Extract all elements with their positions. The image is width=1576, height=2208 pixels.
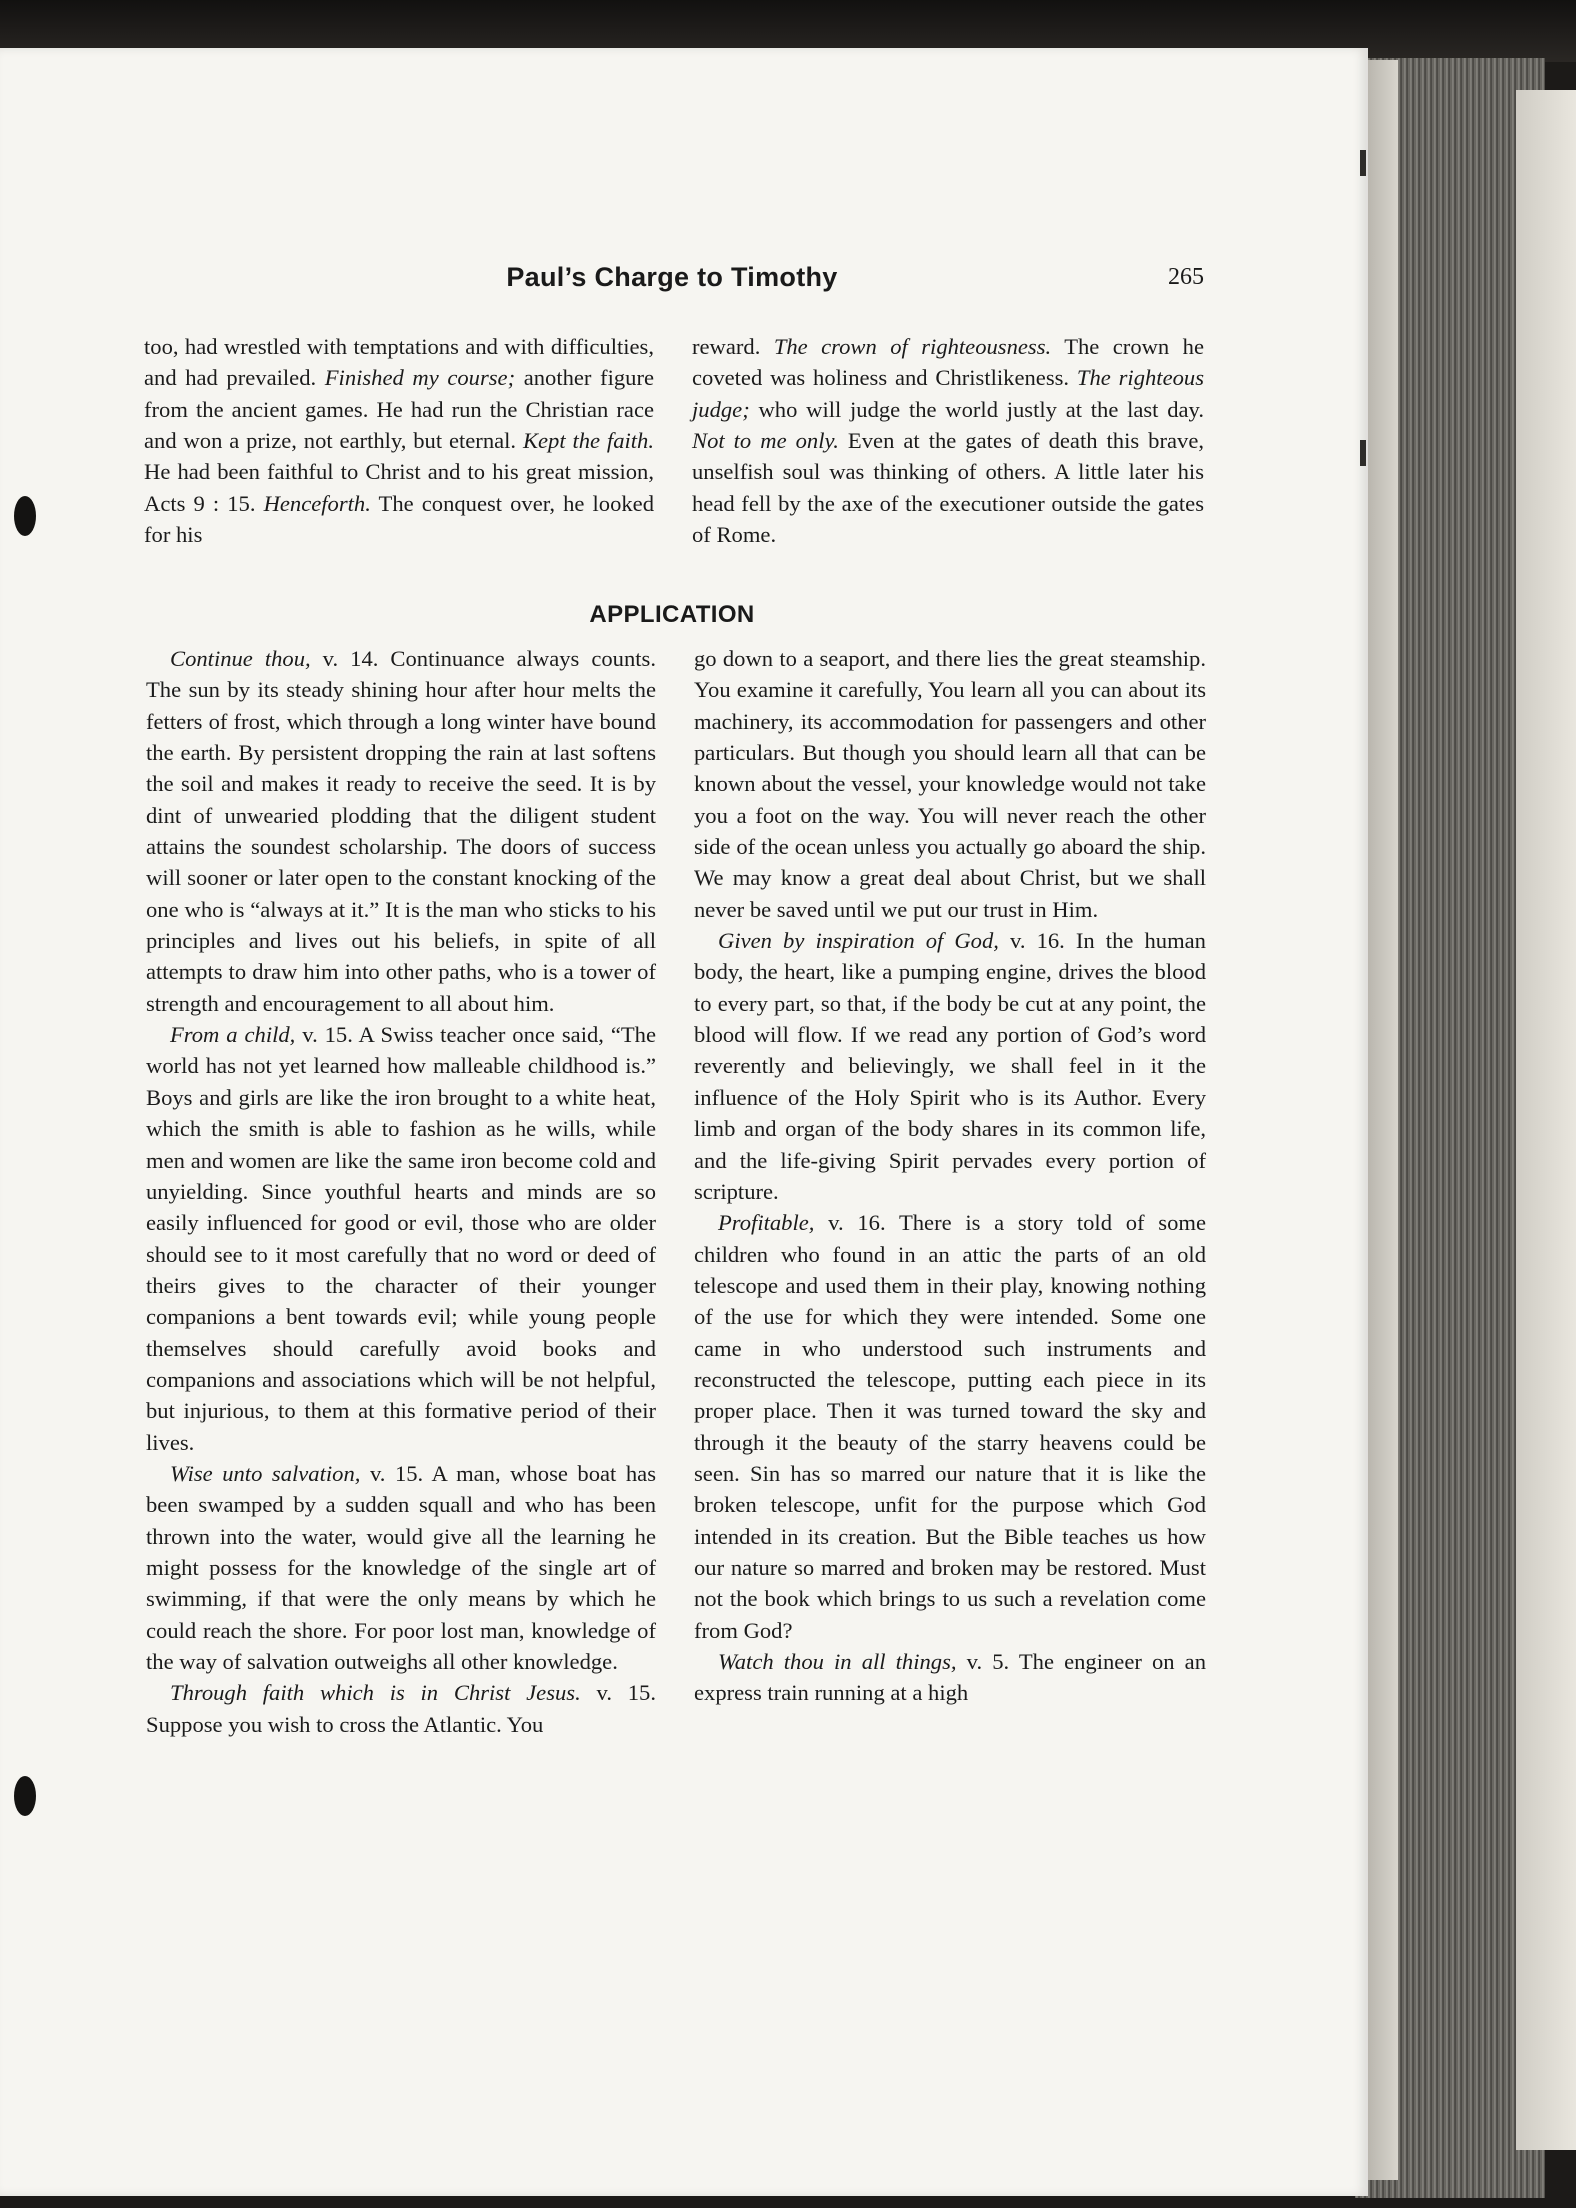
application-paragraph (146, 1677, 656, 1740)
reference-phrase: The crown of righteousness. (773, 334, 1052, 359)
commentary-column-left (144, 331, 654, 550)
reference-phrase: Henceforth. (263, 490, 371, 516)
text-run: The crown he coveted was holiness and Christlikeness. (692, 334, 1204, 391)
reference-phrase: Kept the faith. (522, 428, 654, 454)
paragraph-text: v. 14. Continuance always counts. The sun by its steady shining hour after hour melts the fetters of frost, which through a long winter have bound the earth. By persistent dropping the rain at last softens the soil and makes it ready to receive the seed. It is by dint of unwearied plodding that the diligent student attains the soundest scholarship. The doors of success will sooner or later open to the constant knocking of the one who is “always at it.” It is the man who sticks to his principles and lives out his beliefs, in spite of all attempts to draw him into other paths, who is a tower of strength and encouragement to all about him. (146, 646, 656, 1016)
reference-phrase: Profitable, (718, 1210, 815, 1236)
page-number: 265 (1168, 264, 1204, 290)
edge-mark (1360, 150, 1366, 176)
application-paragraph (694, 1207, 1206, 1646)
text-run: too, had wrestled with temptations and with difficulties, and had prevailed. (144, 334, 654, 391)
text-run: He had been faithful to Christ and to his great mission, Acts 9 : 15. (144, 459, 654, 516)
reference-phrase: Given by inspiration of God, (718, 928, 999, 954)
paragraph-text: v. 15. A man, whose boat has been swamped by a sudden squall and who has been thrown into the water, would give all the learning he might possess for the knowledge of the single art of swimming, if that were the only means by which he could reach the shore. For poor lost man, knowledge of the way of salvation outweighs all other knowledge. (146, 1460, 656, 1674)
application-paragraph (694, 643, 1206, 925)
binding-hole (14, 1776, 36, 1816)
application-paragraph (694, 925, 1206, 1207)
reference-phrase: Finished my course; (324, 365, 516, 391)
commentary-paragraph (144, 331, 654, 550)
page-title: Paul’s Charge to Timothy (506, 262, 838, 292)
application-column-right (694, 643, 1206, 1709)
running-head (140, 262, 1204, 302)
book-cover-edge (1516, 90, 1576, 2150)
commentary-paragraph (692, 331, 1204, 550)
application-paragraph (146, 1458, 656, 1677)
reference-phrase: Not to me only. (692, 428, 839, 454)
reference-phrase: Through faith which is in Christ Jesus. (170, 1680, 581, 1706)
text-run: reward. (692, 334, 774, 359)
reference-phrase: From a child, (170, 1022, 296, 1048)
book-edge-highlight (1368, 60, 1398, 2180)
edge-mark (1360, 440, 1366, 466)
binding-hole (14, 496, 36, 536)
reference-phrase: The righteous judge; (692, 365, 1204, 422)
reference-phrase: Watch thou in all things, (718, 1649, 957, 1674)
paragraph-text: v. 15. Suppose you wish to cross the Atlantic. You (146, 1680, 656, 1737)
paragraph-text: go down to a seaport, and there lies the great steamship. You examine it carefully, You learn all you can about its machinery, its accommodation for passengers and other particulars. But though you should learn all that can be known about the vessel, your knowledge would not take you a foot on the way. You will never reach the other side of the ocean unless you actually go aboard the ship. We may know a great deal about Christ, but we shall never be saved until we put our trust in Him. (694, 646, 1206, 922)
paragraph-text: v. 16. There is a story told of some children who found in an attic the parts of an old telescope and used them in their play, knowing nothing of the use for which they were intended. Some one came in who understood such instruments and reconstructed the telescope, putting each piece in its proper place. Then it was turned toward the sky and through it the beauty of the starry heavens could be seen. Sin has so marred our nature that it is like the broken telescope, unfit for the purpose which God intended in its creation. But the Bible teaches us how our nature so marred and broken may be restored. Must not the book which brings to us such a revelation come from God? (694, 1210, 1206, 1643)
text-run: Even at the gates of death this brave, unselfish soul was thinking of others. A little later his head fell by the axe of the executioner outside the gates of Rome. (692, 428, 1205, 548)
text-run: The conquest over, he looked for his (144, 490, 655, 548)
application-paragraph (146, 1019, 656, 1458)
application-paragraph (694, 1646, 1206, 1709)
section-heading: APPLICATION (589, 601, 755, 628)
text-run: another figure from the ancient games. He had run the Christian race and won a prize, not earthly, but eternal. (144, 365, 654, 454)
commentary-column-right (692, 331, 1204, 550)
paragraph-text: v. 16. In the human body, the heart, like a pumping engine, drives the blood to every part, so that, if the body be cut at any point, the blood will flow. If we read any portion of God’s word reverently and believingly, we shall feel in it the influence of the Holy Spirit who is its Author. Every limb and organ of the body shares in its common life, and the life-giving Spirit pervades every portion of scripture. (694, 928, 1206, 1204)
reference-phrase: Wise unto salvation, (170, 1460, 361, 1486)
application-column-left (146, 643, 656, 1740)
paragraph-text: v. 5. The engineer on an express train running at a high (694, 1649, 1207, 1706)
text-run: who will judge the world justly at the last day. (749, 396, 1204, 422)
reference-phrase: Continue thou, (170, 646, 311, 671)
application-paragraph (146, 643, 656, 1019)
paragraph-text: v. 15. A Swiss teacher once said, “The world has not yet learned how malleable childhood is.” Boys and girls are like the iron brought to a white heat, which the smith is able to fashion as he wills, while men and women are like the same iron become cold and unyielding. Since youthful hearts and minds are so easily influenced for good or evil, those who are older should see to it most carefully that no word or deed of theirs gives to the character of their younger companions a bent towards evil; while young people themselves should carefully avoid books and companions and associations which will be not helpful, but injurious, to them at this formative period of their lives. (146, 1022, 656, 1455)
